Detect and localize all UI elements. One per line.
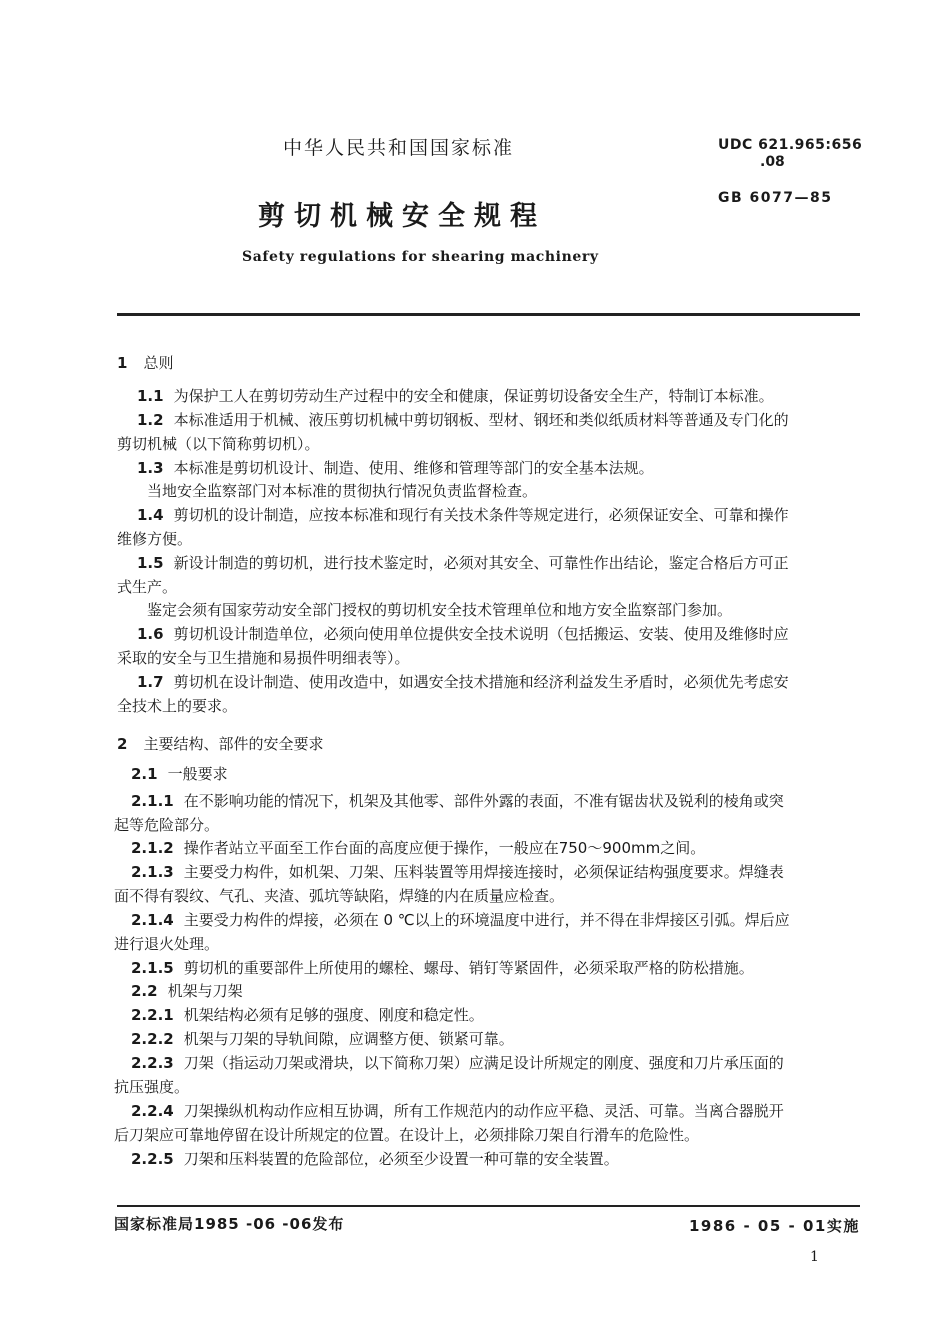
section-line: 面不得有裂纹、气孔、夹渣、弧坑等缺陷，焊缝的内在质量应检查。 — [114, 887, 565, 905]
section-line: 2.1.5 剪切机的重要部件上所使用的螺栓、螺母、销钉等紧固件，必须采取严格的防松措施。 — [131, 959, 754, 977]
section-line: 全技术上的要求。 — [117, 697, 238, 715]
section-line: 维修方便。 — [117, 530, 193, 548]
section-line: 2 主要结构、部件的安全要求 — [117, 735, 324, 753]
section-line: 2.1.4 主要受力构件的焊接，必须在 0 ℃以上的环境温度中进行，并不得在非焊接区引弧。焊后应 — [131, 911, 790, 929]
section-line: 1.3 本标准是剪切机设计、制造、使用、维修和管理等部门的安全基本法规。 — [137, 459, 654, 477]
section-line: 2.1.2 操作者站立平面至工作台面的高度应便于操作，一般应在750～900mm之间。 — [131, 839, 706, 857]
section-line: 1 总则 — [117, 354, 174, 372]
effective-date: 1986 - 05 - 01实施 — [689, 1217, 860, 1235]
section-line: 2.2.2 机架与刀架的导轨间隙，应调整方便、锁紧可靠。 — [131, 1030, 514, 1048]
section-line: 当地安全监察部门对本标准的贯彻执行情况负责监督检查。 — [147, 482, 538, 500]
udc-code-line1: UDC 621.965:656 — [718, 137, 863, 153]
standard-org-heading: 中华人民共和国国家标准 — [283, 137, 515, 159]
section-line: 2.2.1 机架结构必须有足够的强度、刚度和稳定性。 — [131, 1006, 484, 1024]
section-line: 1.1 为保护工人在剪切劳动生产过程中的安全和健康，保证剪切设备安全生产，特制订本标准。 — [137, 387, 774, 405]
section-line: 2.2.5 刀架和压料装置的危险部位，必须至少设置一种可靠的安全装置。 — [131, 1150, 619, 1168]
section-line: 2.2.4 刀架操纵机构动作应相互协调，所有工作规范内的动作应平稳、灵活、可靠。当离合器脱开 — [131, 1102, 784, 1120]
section-line: 2.2 机架与刀架 — [131, 982, 243, 1000]
section-line: 2.2.3 刀架（指运动刀架或滑块，以下简称刀架）应满足设计所规定的刚度、强度和刀片承压面的 — [131, 1054, 784, 1072]
section-line: 1.5 新设计制造的剪切机，进行技术鉴定时，必须对其安全、可靠性作出结论，鉴定合格后方可正 — [137, 554, 789, 572]
section-line: 鉴定会须有国家劳动安全部门授权的剪切机安全技术管理单位和地方安全监察部门参加。 — [147, 601, 733, 619]
document-title-en: Safety regulations for shearing machinery — [242, 249, 599, 265]
issued-date: 国家标准局1985 -06 -06发布 — [114, 1215, 345, 1233]
header-divider — [117, 313, 860, 316]
section-line: 2.1 一般要求 — [131, 765, 228, 783]
section-line: 后刀架应可靠地停留在设计所规定的位置。在设计上，必须排除刀架自行滑车的危险性。 — [114, 1126, 700, 1144]
section-line: 1.7 剪切机在设计制造、使用改造中，如遇安全技术措施和经济利益发生矛盾时，必须优先考虑安 — [137, 673, 789, 691]
section-line: 1.2 本标准适用于机械、液压剪切机械中剪切钢板、型材、钢坯和类似纸质材料等普通及专门化的 — [137, 411, 789, 429]
footer-divider — [117, 1205, 860, 1207]
section-line: 式生产。 — [117, 578, 178, 596]
section-line: 1.4 剪切机的设计制造，应按本标准和现行有关技术条件等规定进行，必须保证安全、可靠和操作 — [137, 506, 789, 524]
section-line: 2.1.1 在不影响功能的情况下，机架及其他零、部件外露的表面，不准有锯齿状及锐利的棱角或突 — [131, 792, 784, 810]
document-title-cn: 剪切机械安全规程 — [258, 201, 546, 232]
section-line: 抗压强度。 — [114, 1078, 190, 1096]
section-line: 2.1.3 主要受力构件，如机架、刀架、压料装置等用焊接连接时，必须保证结构强度要求。焊缝表 — [131, 863, 784, 881]
section-line: 进行退火处理。 — [114, 935, 220, 953]
udc-code-line2: .08 — [760, 154, 785, 170]
page-number: 1 — [810, 1249, 819, 1265]
section-line: 采取的安全与卫生措施和易损件明细表等）。 — [117, 649, 410, 667]
gb-standard-code: GB 6077—85 — [718, 190, 833, 206]
section-line: 剪切机械（以下简称剪切机）。 — [117, 435, 320, 453]
section-line: 1.6 剪切机设计制造单位，必须向使用单位提供安全技术说明（包括搬运、安装、使用及维修时应 — [137, 625, 789, 643]
section-line: 起等危险部分。 — [114, 816, 220, 834]
